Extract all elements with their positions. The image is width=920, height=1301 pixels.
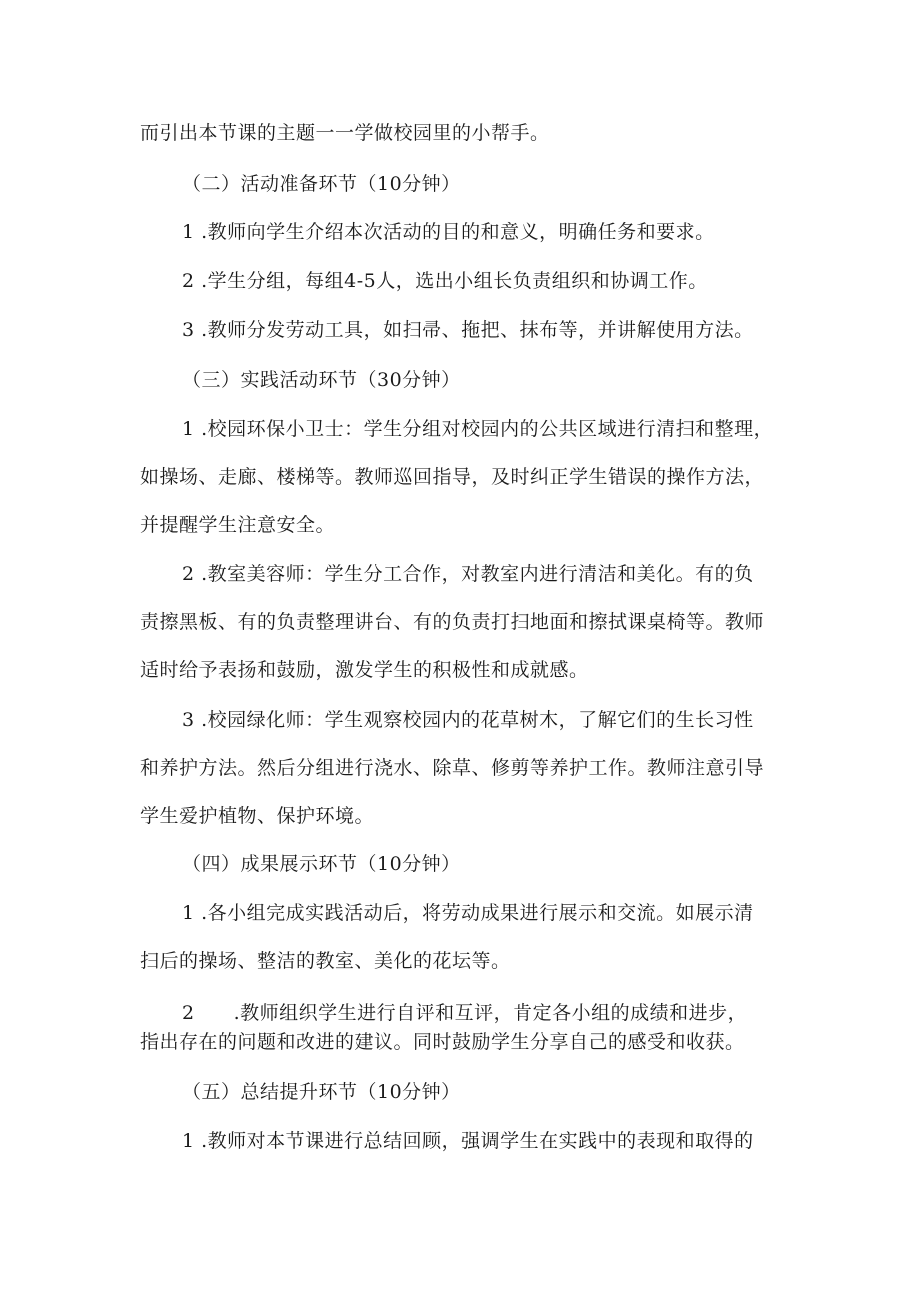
text-line: 2 .学生分组，每组4-5人，选出小组长负责组织和协调工作。	[182, 270, 708, 292]
text-line: 适时给予表扬和鼓励，激发学生的积极性和成就感。	[140, 659, 589, 681]
text-line: 1 .教师对本节课进行总结回顾，强调学生在实践中的表现和取得的	[182, 1130, 754, 1152]
section-heading: （三）实践活动环节（30分钟）	[182, 369, 461, 391]
text-line: 指出存在的问题和改进的建议。同时鼓励学生分享自己的感受和收获。	[140, 1031, 745, 1053]
text-line: 2 .教师组织学生进行自评和互评，肯定各小组的成绩和进步，	[182, 1002, 748, 1024]
text-line: 1 .各小组完成实践活动后，将劳动成果进行展示和交流。如展示清	[182, 902, 754, 924]
section-heading: （二）活动准备环节（10分钟）	[182, 173, 461, 195]
section-heading: （四）成果展示环节（10分钟）	[182, 853, 461, 875]
text-line: 责擦黑板、有的负责整理讲台、有的负责打扫地面和擦拭课桌椅等。教师	[140, 611, 765, 633]
text-line: 3 .教师分发劳动工具，如扫帚、拖把、抹布等，并讲解使用方法。	[182, 319, 754, 341]
text-line: 2 .教室美容师：学生分工合作，对教室内进行清洁和美化。有的负	[182, 563, 754, 585]
text-line: 扫后的操场、整洁的教室、美化的花坛等。	[140, 950, 511, 972]
text-line: 1 .教师向学生介绍本次活动的目的和意义，明确任务和要求。	[182, 221, 715, 243]
text-line: 1 .校园环保小卫士：学生分组对校园内的公共区域进行清扫和整理，	[182, 418, 774, 440]
section-heading: （五）总结提升环节（10分钟）	[182, 1081, 461, 1103]
text-line: 学生爱护植物、保护环境。	[140, 805, 375, 827]
text-line: 3 .校园绿化师：学生观察校园内的花草树木，了解它们的生长习性	[182, 709, 754, 731]
text-line: 而引出本节课的主题一一学做校园里的小帮手。	[140, 122, 550, 144]
text-line: 并提醒学生注意安全。	[140, 514, 336, 536]
text-line: 如操场、走廊、楼梯等。教师巡回指导，及时纠正学生错误的操作方法，	[140, 466, 765, 488]
text-line: 和养护方法。然后分组进行浇水、除草、修剪等养护工作。教师注意引导	[140, 757, 765, 779]
